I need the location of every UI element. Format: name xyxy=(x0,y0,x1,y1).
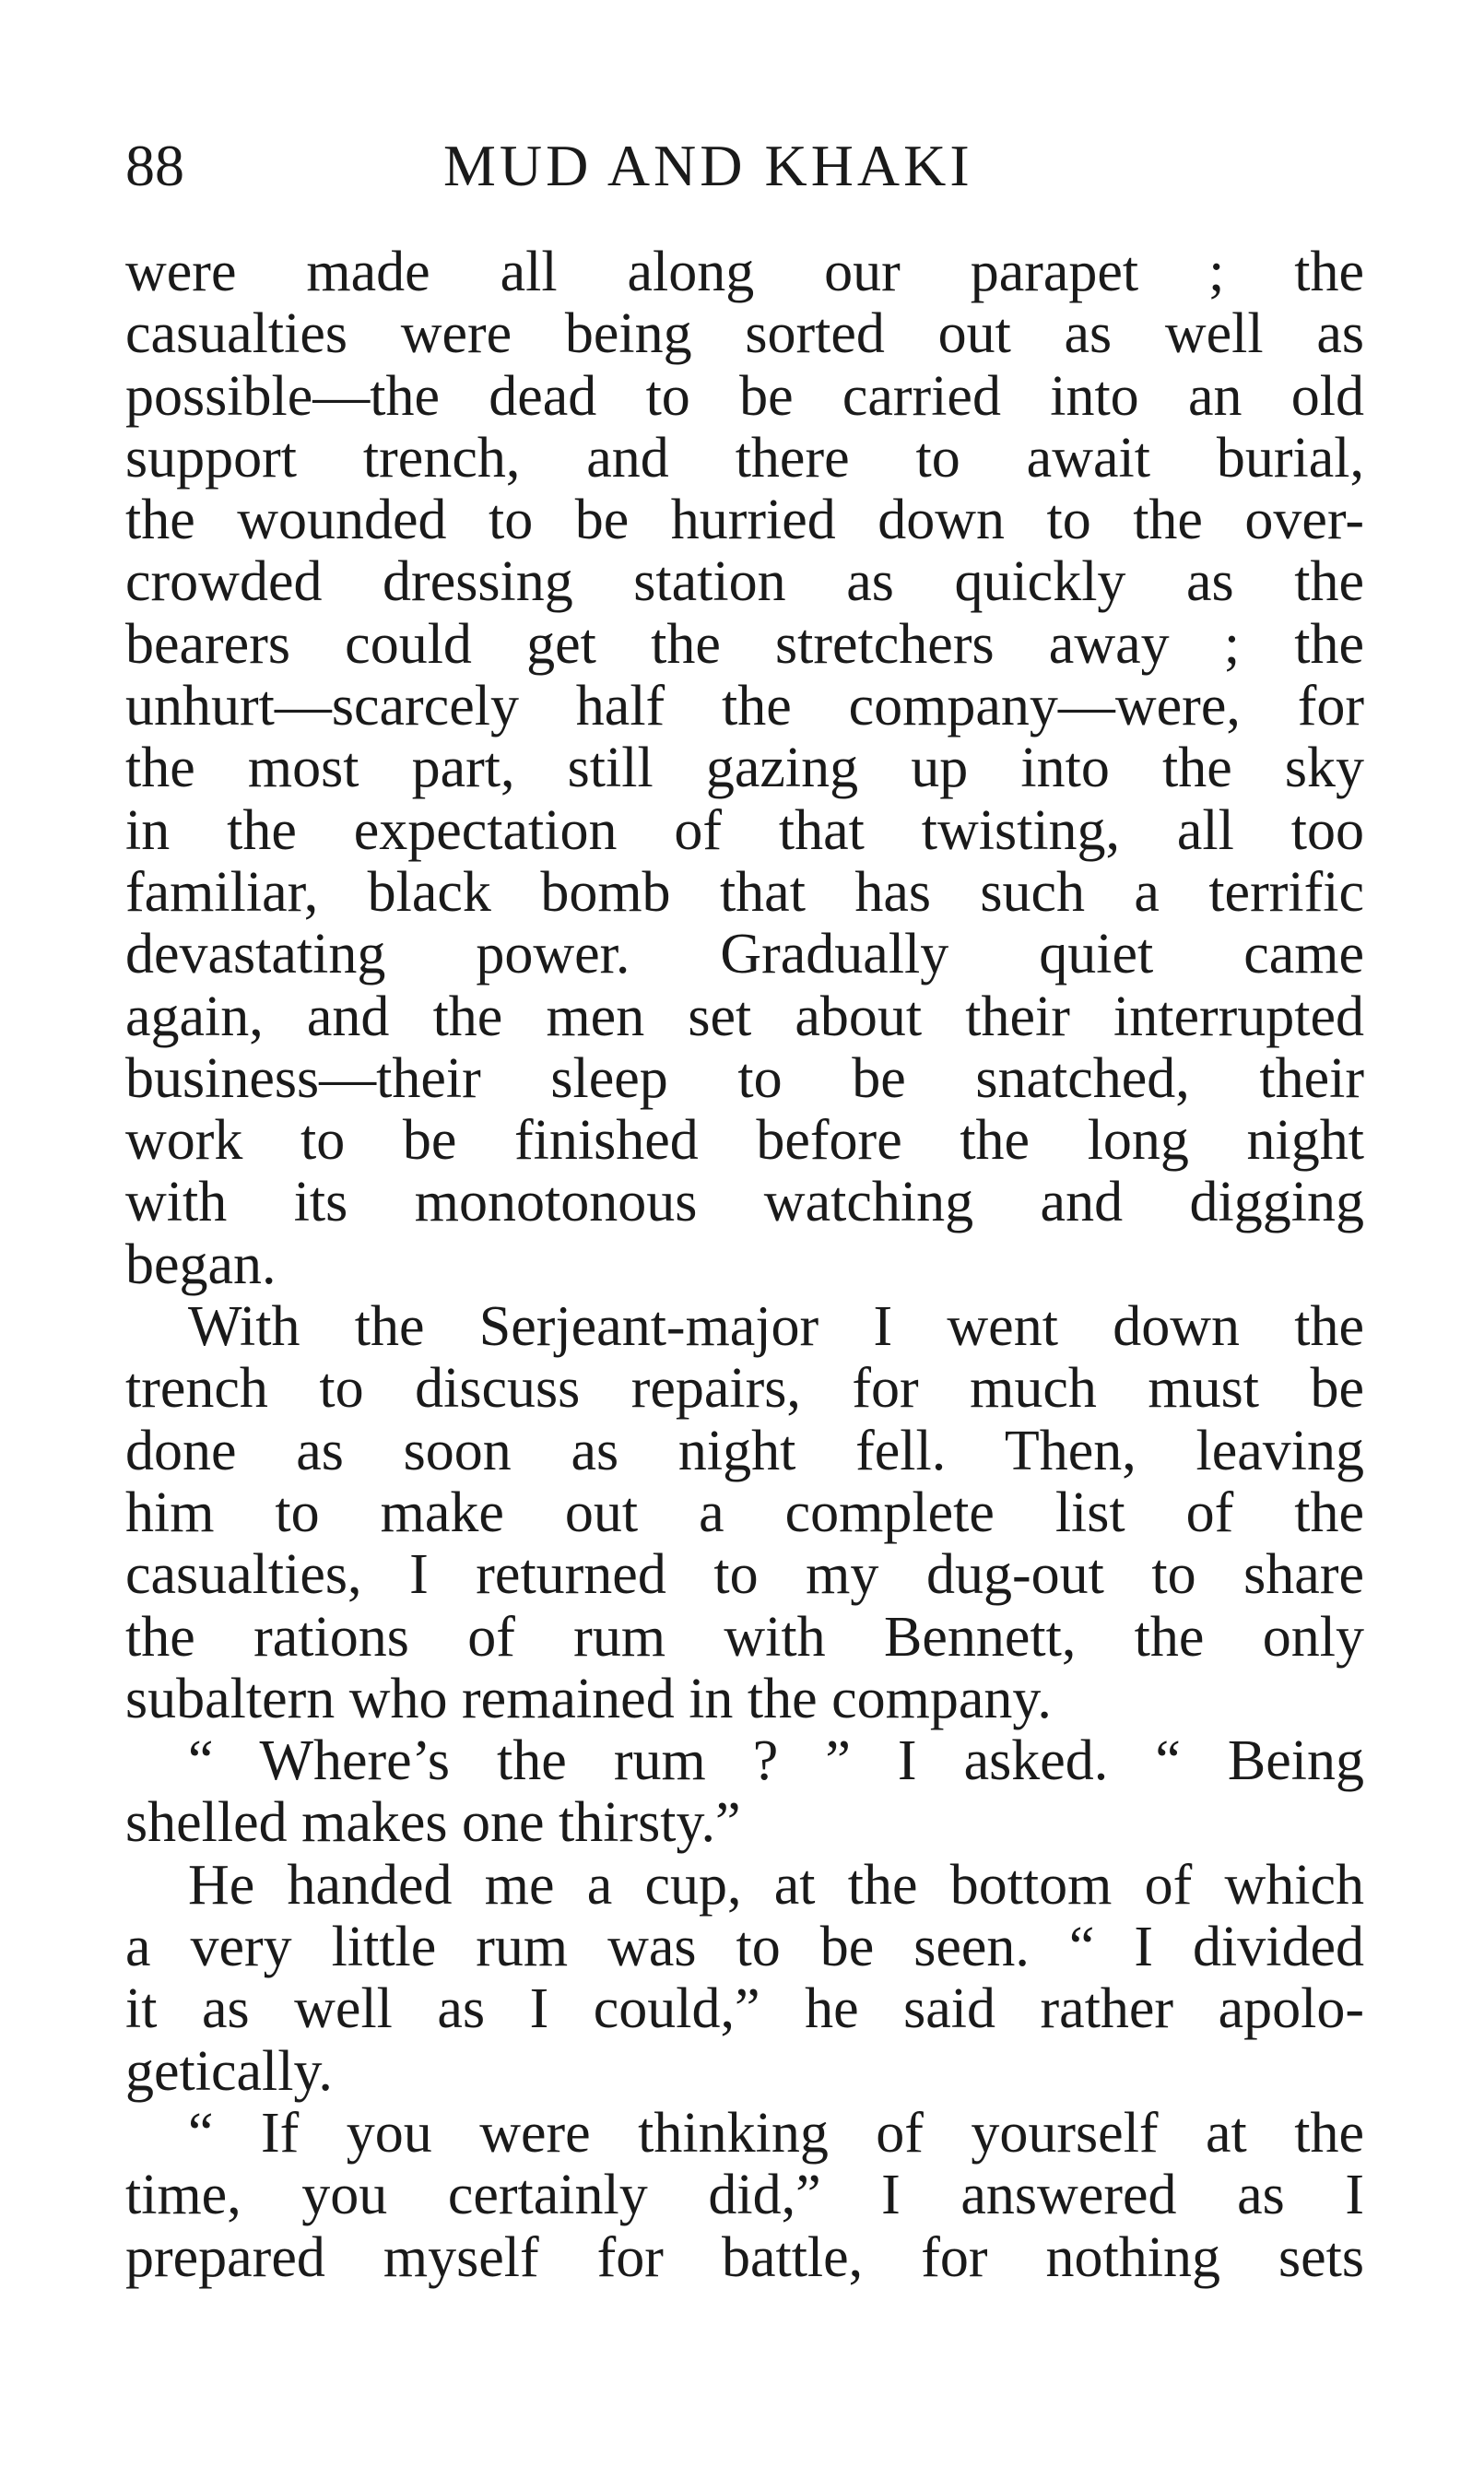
text-line: in the expectation of that twisting, all too xyxy=(125,798,1364,862)
text-line: possible—the dead to be carried into an old xyxy=(125,364,1364,428)
text-line: prepared myself for battle, for nothing sets xyxy=(125,2225,1364,2289)
text-line: the most part, still gazing up into the sky xyxy=(125,737,1364,800)
text-line: support trench, and there to await burial, xyxy=(125,426,1364,490)
text-line: it as well as I could,” he said rather apolo- xyxy=(125,1977,1364,2041)
page-header xyxy=(125,129,1364,203)
text-line: He handed me a cup, at the bottom of which xyxy=(188,1853,1364,1917)
body-text xyxy=(125,242,1364,2289)
text-line: business—their sleep to be snatched, their xyxy=(125,1046,1364,1110)
text-line: shelled makes one thirsty.” xyxy=(125,1791,741,1855)
text-line: casualties, I returned to my dug-out to share xyxy=(125,1543,1364,1607)
text-line: again, and the men set about their interrupted xyxy=(125,985,1364,1048)
page-number: 88 xyxy=(125,133,184,198)
text-line: done as soon as night fell. Then, leaving xyxy=(125,1419,1364,1482)
text-line: getically. xyxy=(125,2039,333,2103)
text-line: familiar, black bomb that has such a terrific xyxy=(125,860,1364,924)
text-line: began. xyxy=(125,1233,277,1296)
text-line: trench to discuss repairs, for much must be xyxy=(125,1357,1364,1421)
text-line: subaltern who remained in the company. xyxy=(125,1667,1052,1730)
text-line: With the Serjeant-major I went down the xyxy=(188,1295,1364,1359)
text-line: a very little rum was to be seen. “ I divided xyxy=(125,1916,1364,1979)
text-line: with its monotonous watching and digging xyxy=(125,1171,1364,1234)
text-line: time, you certainly did,” I answered as I xyxy=(125,2164,1364,2227)
text-line: him to make out a complete list of the xyxy=(125,1481,1364,1544)
text-line: “ If you were thinking of yourself at the xyxy=(188,2101,1364,2165)
text-line: devastating power. Gradually quiet came xyxy=(125,923,1364,986)
text-line: “ Where’s the rum ? ” I asked. “ Being xyxy=(188,1729,1364,1793)
text-line: were made all along our parapet ; the xyxy=(125,241,1364,303)
text-line: the wounded to be hurried down to the over- xyxy=(125,489,1364,552)
text-line: bearers could get the stretchers away ; the xyxy=(125,612,1364,676)
text-line: work to be finished before the long night xyxy=(125,1109,1364,1173)
text-line: unhurt—scarcely half the company—were, for xyxy=(125,675,1364,738)
text-line: the rations of rum with Bennett, the only xyxy=(125,1605,1364,1669)
running-head: MUD AND KHAKI xyxy=(443,133,973,198)
text-line: crowded dressing station as quickly as the xyxy=(125,550,1364,614)
text-line: casualties were being sorted out as well as xyxy=(125,302,1364,366)
